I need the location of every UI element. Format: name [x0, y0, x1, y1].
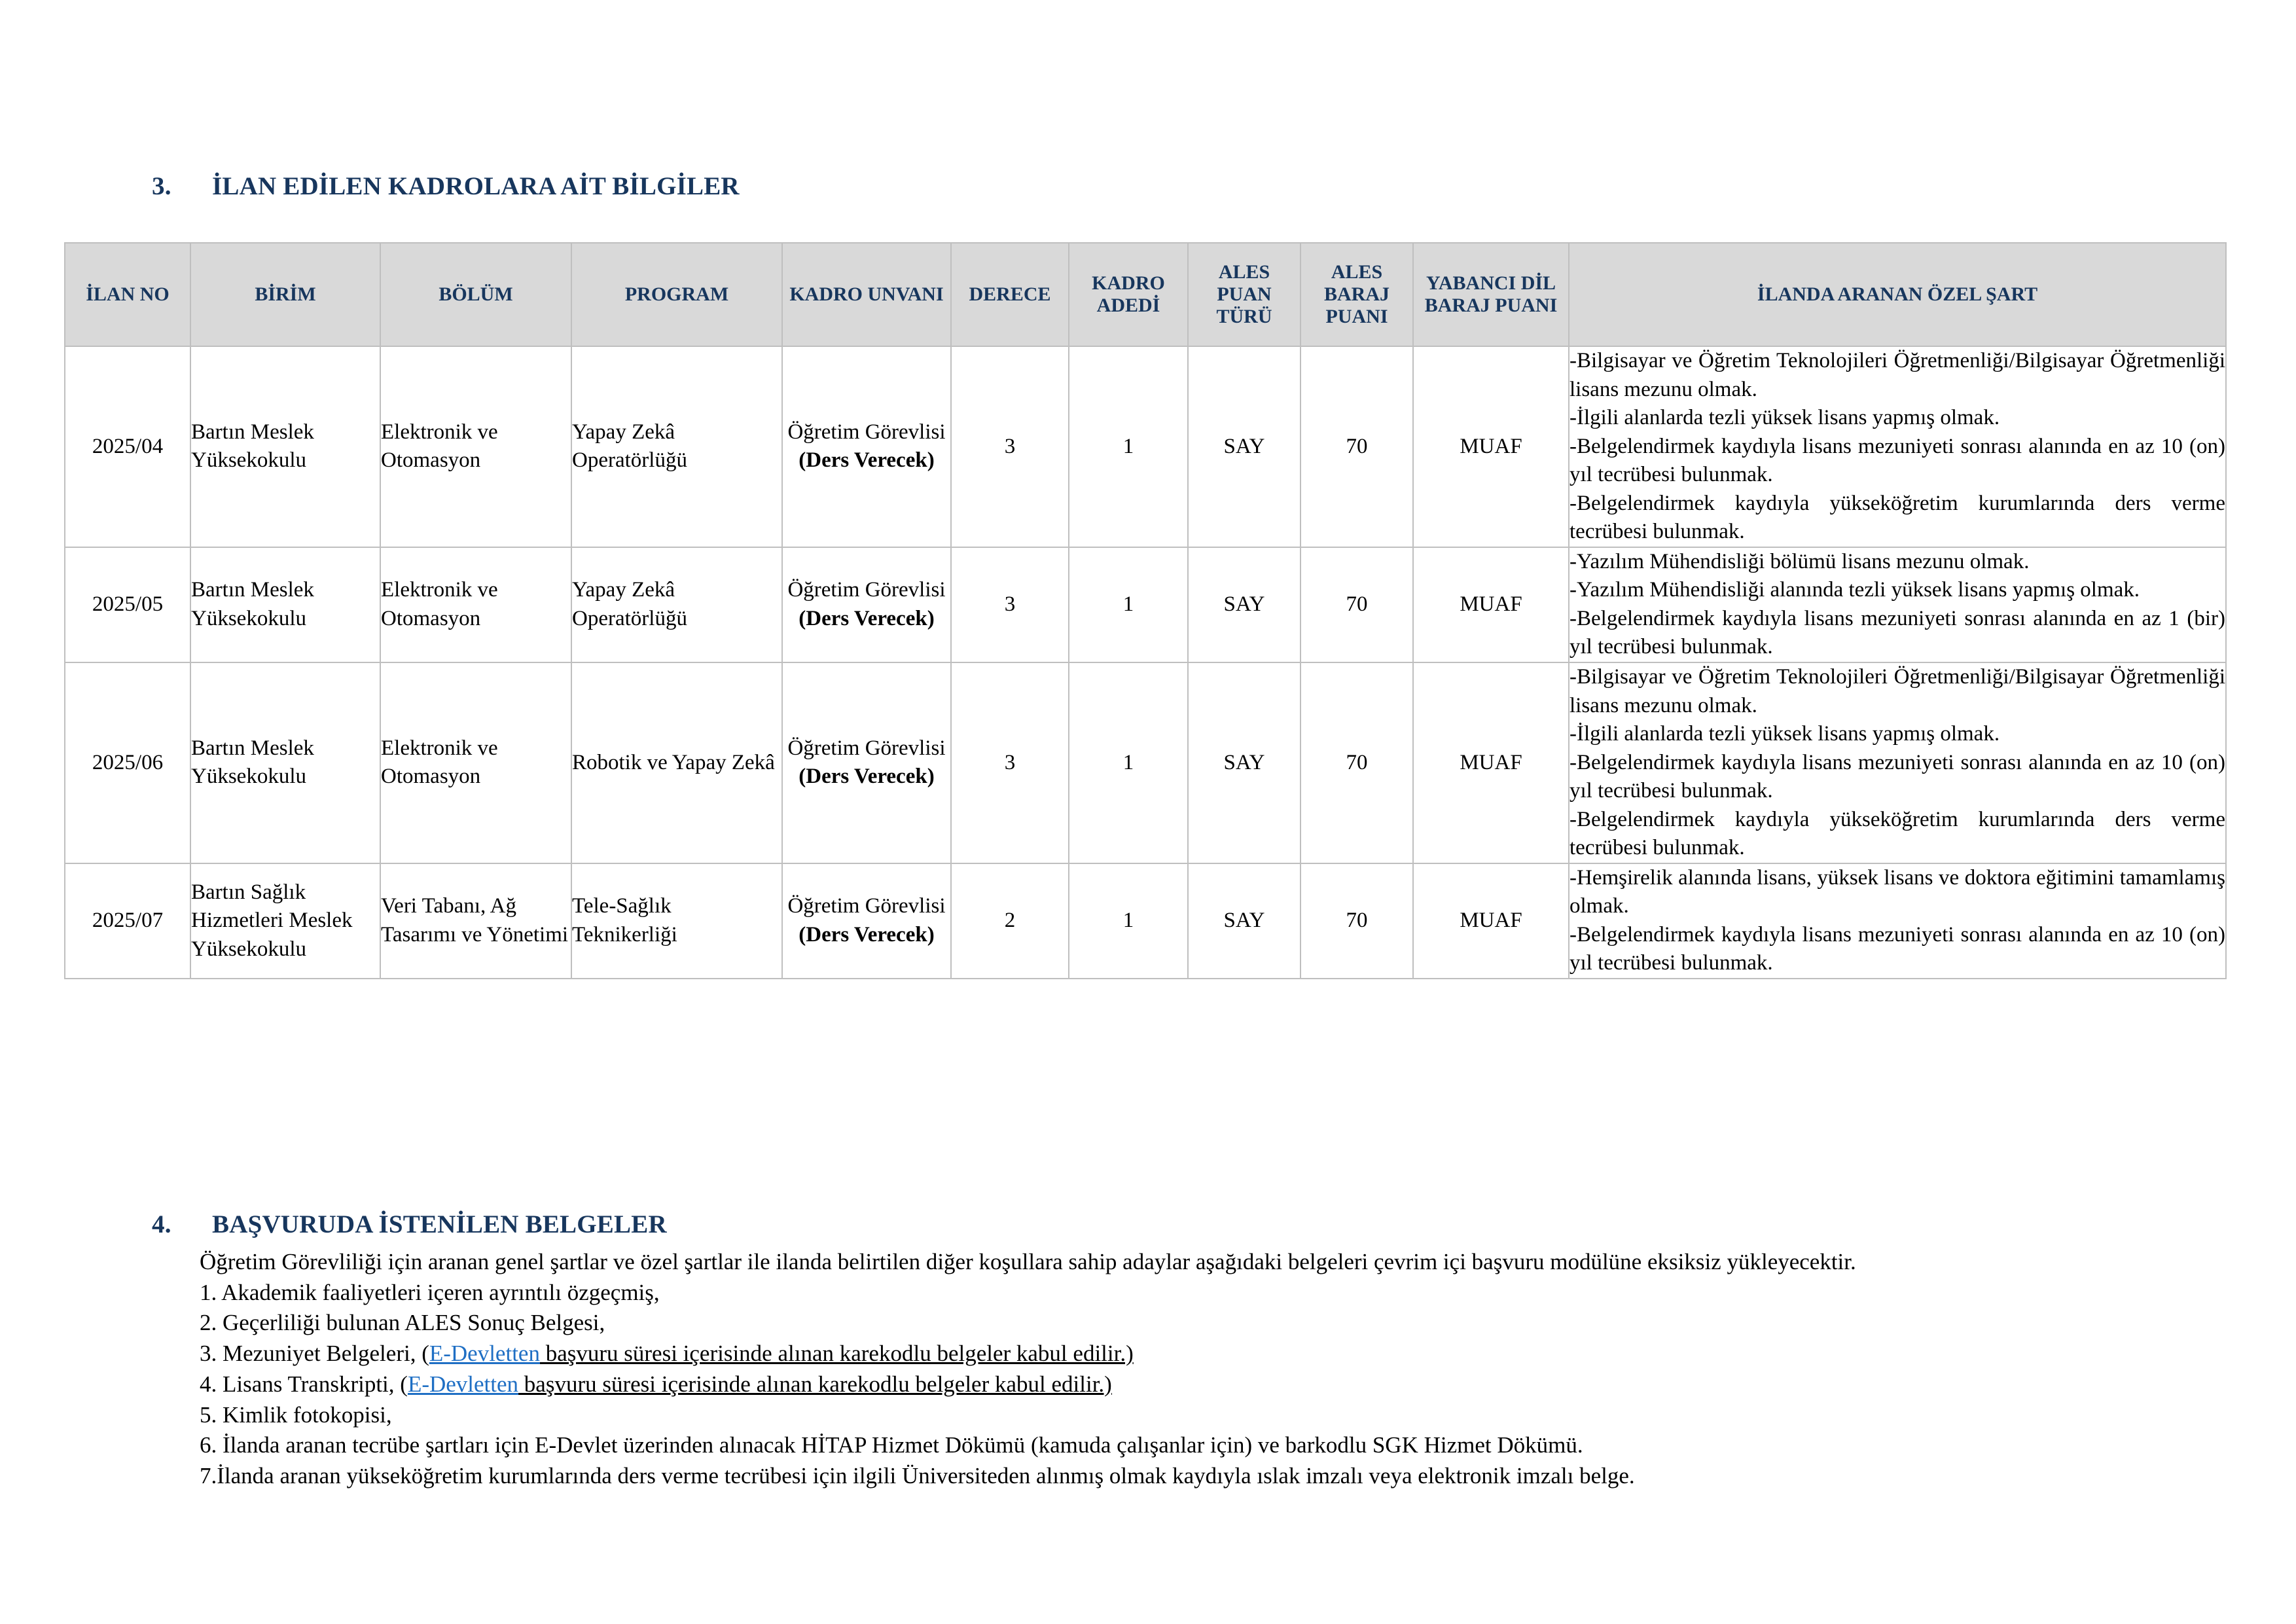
col-header-program: PROGRAM: [571, 243, 782, 346]
cell-program: Yapay Zekâ Operatörlüğü: [571, 346, 782, 547]
col-header-yabanci-dil-baraj-puani: YABANCI DİL BARAJ PUANI: [1413, 243, 1569, 346]
document-item-4: [200, 1369, 2160, 1400]
cell-ilan-no: 2025/04: [65, 346, 190, 547]
ozel-sart-line: -Bilgisayar ve Öğretim Teknolojileri Öğretmenliği/Bilgisayar Öğretmenliği lisans mezunu olmak.: [1570, 349, 2225, 401]
section-4-number: 4.: [152, 1210, 171, 1238]
required-documents-block: [200, 1247, 2160, 1492]
cell-kadro-unvani: [782, 346, 951, 547]
cell-ales-baraj-puani: 70: [1300, 662, 1413, 863]
cell-bolum: Veri Tabanı, Ağ Tasarımı ve Yönetimi: [380, 863, 571, 979]
unvan-text: Öğretim Görevlisi: [787, 420, 946, 444]
cell-program: Tele-Sağlık Teknikerliği: [571, 863, 782, 979]
section-4-heading: [152, 1210, 667, 1239]
document-item-7: 7.İlanda aranan yükseköğretim kurumlarında ders verme tecrübesi için ilgili Üniversiteden alınmış olmak kaydıyla ıslak imzalı veya elektronik imzalı belge.: [200, 1463, 1635, 1489]
ozel-sart-line: -Belgelendirmek kaydıyla lisans mezuniyeti sonrası alanında en az 10 (on) yıl tecrübesi bulunmak.: [1570, 750, 2225, 803]
cell-ozel-sart: [1569, 346, 2226, 547]
edevlet-link-mezuniyet[interactable]: E-Devletten: [429, 1341, 540, 1367]
item-4-prefix: 4. Lisans Transkripti, (: [200, 1371, 408, 1397]
ozel-sart-line: -Yazılım Mühendisliği bölümü lisans mezunu olmak.: [1570, 549, 2030, 573]
section-3-number: 3.: [152, 172, 171, 200]
col-header-ales-puan-turu: ALES PUAN TÜRÜ: [1188, 243, 1300, 346]
cell-yabanci-dil-baraj-puani: MUAF: [1413, 547, 1569, 662]
cell-ilan-no: 2025/07: [65, 863, 190, 979]
kadro-table: [64, 242, 2227, 979]
ozel-sart-line: -Hemşirelik alanında lisans, yüksek lisans ve doktora eğitimini tamamlamış olmak.: [1570, 865, 2225, 918]
cell-birim: Bartın Sağlık Hizmetleri Meslek Yüksekokulu: [190, 863, 380, 979]
col-header-bolum: BÖLÜM: [380, 243, 571, 346]
col-header-derece: DERECE: [951, 243, 1069, 346]
section-3-title: İLAN EDİLEN KADROLARA AİT BİLGİLER: [212, 172, 740, 200]
col-header-kadro-unvani: KADRO UNVANI: [782, 243, 951, 346]
document-item-2: 2. Geçerliliği bulunan ALES Sonuç Belgesi,: [200, 1310, 605, 1336]
document-item-3: [200, 1339, 2160, 1369]
cell-kadro-unvani: [782, 662, 951, 863]
cell-derece: 3: [951, 662, 1069, 863]
cell-ales-baraj-puani: 70: [1300, 863, 1413, 979]
edevlet-link-transkript[interactable]: E-Devletten: [407, 1371, 519, 1397]
ozel-sart-line: -Belgelendirmek kaydıyla yükseköğretim kurumlarında ders verme tecrübesi bulunmak.: [1570, 491, 2225, 544]
cell-derece: 3: [951, 547, 1069, 662]
cell-ales-baraj-puani: 70: [1300, 346, 1413, 547]
table-row: [65, 863, 2226, 979]
unvan-text: Öğretim Görevlisi: [787, 894, 946, 918]
cell-birim: Bartın Meslek Yüksekokulu: [190, 547, 380, 662]
col-header-ozel-sart: İLANDA ARANAN ÖZEL ŞART: [1569, 243, 2226, 346]
ozel-sart-line: -Belgelendirmek kaydıyla lisans mezuniyeti sonrası alanında en az 1 (bir) yıl tecrübesi bulunmak.: [1570, 606, 2225, 659]
cell-kadro-unvani: [782, 863, 951, 979]
cell-ozel-sart: [1569, 547, 2226, 662]
cell-ilan-no: 2025/05: [65, 547, 190, 662]
table-row: [65, 346, 2226, 547]
ozel-sart-line: -Belgelendirmek kaydıyla lisans mezuniyeti sonrası alanında en az 10 (on) yıl tecrübesi bulunmak.: [1570, 434, 2225, 487]
unvan-ders-verecek: (Ders Verecek): [798, 765, 935, 789]
cell-program: Robotik ve Yapay Zekâ: [571, 662, 782, 863]
table-row: [65, 662, 2226, 863]
cell-kadro-adedi: 1: [1069, 346, 1188, 547]
cell-program: Yapay Zekâ Operatörlüğü: [571, 547, 782, 662]
section-3-heading: [152, 171, 740, 201]
item-3-suffix: başvuru süresi içerisinde alınan karekodlu belgeler kabul edilir.): [539, 1341, 1134, 1367]
document-item-1: 1. Akademik faaliyetleri içeren ayrıntılı özgeçmiş,: [200, 1279, 660, 1305]
unvan-text: Öğretim Görevlisi: [787, 736, 946, 760]
table-row: [65, 547, 2226, 662]
cell-yabanci-dil-baraj-puani: MUAF: [1413, 863, 1569, 979]
documents-intro-paragraph: Öğretim Görevliliği için aranan genel şartlar ve özel şartlar ile ilanda belirtilen diğer koşullara sahip adaylar aşağıdaki belgeleri çevrim içi başvuru modülüne eksiksiz yükleyecektir.: [200, 1249, 1856, 1274]
cell-kadro-adedi: 1: [1069, 863, 1188, 979]
cell-kadro-unvani: [782, 547, 951, 662]
cell-ales-baraj-puani: 70: [1300, 547, 1413, 662]
item-3-prefix: 3. Mezuniyet Belgeleri, (: [200, 1341, 429, 1367]
unvan-text: Öğretim Görevlisi: [787, 578, 946, 602]
unvan-ders-verecek: (Ders Verecek): [798, 606, 935, 630]
document-item-6: 6. İlanda aranan tecrübe şartları için E-Devlet üzerinden alınacak HİTAP Hizmet Dökümü (kamuda çalışanlar için) ve barkodlu SGK Hizmet Dökümü.: [200, 1432, 1583, 1458]
document-item-5: 5. Kimlik fotokopisi,: [200, 1401, 392, 1428]
ozel-sart-line: -Belgelendirmek kaydıyla lisans mezuniyeti sonrası alanında en az 10 (on) yıl tecrübesi bulunmak.: [1570, 922, 2225, 975]
cell-bolum: Elektronik ve Otomasyon: [380, 662, 571, 863]
cell-kadro-adedi: 1: [1069, 662, 1188, 863]
cell-bolum: Elektronik ve Otomasyon: [380, 547, 571, 662]
item-4-suffix: başvuru süresi içerisinde alınan karekodlu belgeler kabul edilir.): [518, 1371, 1112, 1397]
ozel-sart-line: -İlgili alanlarda tezli yüksek lisans yapmış olmak.: [1570, 406, 2000, 430]
cell-ozel-sart: [1569, 662, 2226, 863]
cell-ozel-sart: [1569, 863, 2226, 979]
col-header-ilan-no: İLAN NO: [65, 243, 190, 346]
cell-ales-puan-turu: SAY: [1188, 346, 1300, 547]
cell-ales-puan-turu: SAY: [1188, 863, 1300, 979]
cell-yabanci-dil-baraj-puani: MUAF: [1413, 662, 1569, 863]
table-header-row: [65, 243, 2226, 346]
col-header-kadro-adedi: KADRO ADEDİ: [1069, 243, 1188, 346]
cell-derece: 3: [951, 346, 1069, 547]
ozel-sart-line: -Bilgisayar ve Öğretim Teknolojileri Öğretmenliği/Bilgisayar Öğretmenliği lisans mezunu olmak.: [1570, 665, 2225, 717]
col-header-birim: BİRİM: [190, 243, 380, 346]
cell-ilan-no: 2025/06: [65, 662, 190, 863]
unvan-ders-verecek: (Ders Verecek): [798, 448, 935, 473]
kadro-table-container: [64, 242, 2225, 979]
ozel-sart-line: -İlgili alanlarda tezli yüksek lisans yapmış olmak.: [1570, 722, 2000, 746]
col-header-ales-baraj-puani: ALES BARAJ PUANI: [1300, 243, 1413, 346]
cell-bolum: Elektronik ve Otomasyon: [380, 346, 571, 547]
cell-yabanci-dil-baraj-puani: MUAF: [1413, 346, 1569, 547]
cell-ales-puan-turu: SAY: [1188, 547, 1300, 662]
ozel-sart-line: -Belgelendirmek kaydıyla yükseköğretim kurumlarında ders verme tecrübesi bulunmak.: [1570, 807, 2225, 860]
cell-kadro-adedi: 1: [1069, 547, 1188, 662]
cell-birim: Bartın Meslek Yüksekokulu: [190, 346, 380, 547]
section-4-title: BAŞVURUDA İSTENİLEN BELGELER: [212, 1210, 667, 1238]
cell-derece: 2: [951, 863, 1069, 979]
cell-ales-puan-turu: SAY: [1188, 662, 1300, 863]
ozel-sart-line: -Yazılım Mühendisliği alanında tezli yüksek lisans yapmış olmak.: [1570, 578, 2140, 602]
unvan-ders-verecek: (Ders Verecek): [798, 922, 935, 947]
cell-birim: Bartın Meslek Yüksekokulu: [190, 662, 380, 863]
